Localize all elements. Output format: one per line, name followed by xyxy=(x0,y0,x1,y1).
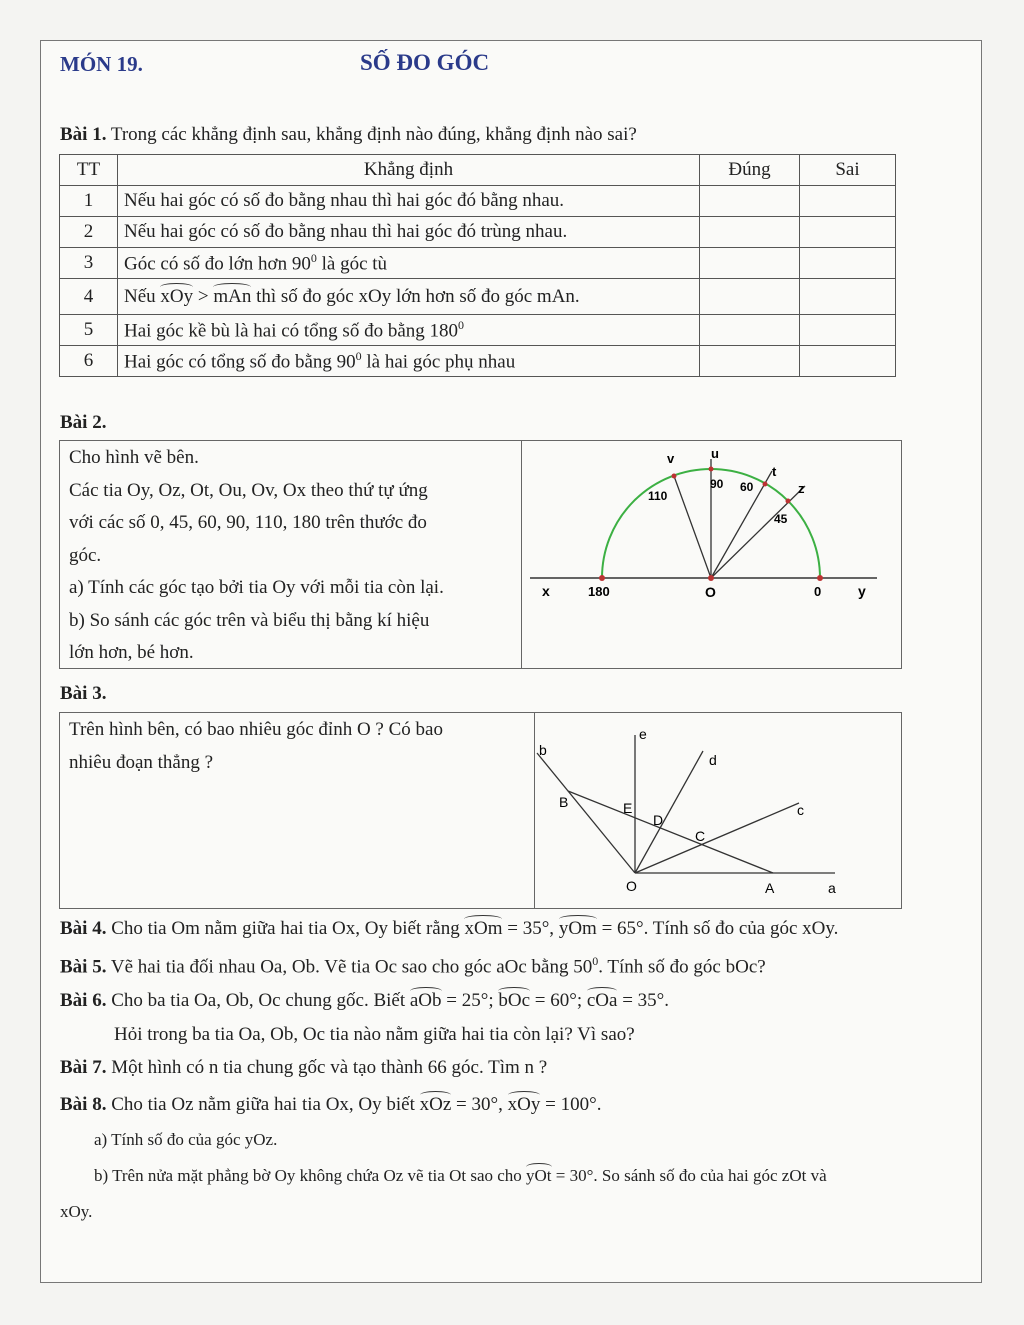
label-90: 90 xyxy=(710,477,724,491)
bai3-text-box xyxy=(59,712,535,909)
point-180 xyxy=(599,575,605,581)
table-row xyxy=(60,186,896,217)
bai7: Bài 7. Một hình có n tia chung gốc và tạo thành 66 góc. Tìm n ? xyxy=(60,1057,548,1078)
label-E: E xyxy=(623,800,633,816)
row-number: 2 xyxy=(60,217,118,248)
label-a: a xyxy=(828,880,836,896)
header-true: Đúng xyxy=(700,155,800,186)
point-v xyxy=(672,474,677,479)
label-A: A xyxy=(765,880,775,896)
table-header-row xyxy=(60,155,896,186)
lesson-number: MÓN 19. xyxy=(60,52,143,76)
label-t: t xyxy=(772,464,777,479)
bai3-line: Trên hình bên, có bao nhiêu góc đỉnh O ? Có bao xyxy=(69,719,443,740)
table-row xyxy=(60,217,896,248)
false-cell[interactable] xyxy=(800,279,896,315)
label-v: v xyxy=(667,451,675,466)
bai8-label: Bài 8. xyxy=(60,1094,107,1115)
bai2-line: với các số 0, 45, 60, 90, 110, 180 trên thước đo xyxy=(69,512,427,533)
bai8-part-b-cont: xOy. xyxy=(60,1202,93,1221)
bai4-label: Bài 4. xyxy=(60,918,107,939)
table-row xyxy=(60,248,896,279)
table-row xyxy=(60,315,896,346)
label-c: c xyxy=(797,802,804,818)
bai6-line2: Hỏi trong ba tia Oa, Ob, Oc tia nào nằm giữa hai tia còn lại? Vì sao? xyxy=(114,1024,635,1045)
false-cell[interactable] xyxy=(800,186,896,217)
row-number: 4 xyxy=(60,279,118,315)
header-statement: Khẳng định xyxy=(118,155,700,186)
label-u: u xyxy=(711,446,719,461)
label-110: 110 xyxy=(648,489,668,503)
point-u xyxy=(709,467,714,472)
bai3-label: Bài 3. xyxy=(60,683,107,704)
true-cell[interactable] xyxy=(700,346,800,377)
bai1-question-text: Trong các khẳng định sau, khẳng định nào đúng, khẳng định nào sai? xyxy=(110,124,637,145)
point-0 xyxy=(817,575,823,581)
true-cell[interactable] xyxy=(700,315,800,346)
row-number: 5 xyxy=(60,315,118,346)
bai2-line: a) Tính các góc tạo bởi tia Oy với mỗi tia còn lại. xyxy=(69,577,444,598)
bai2-line: b) So sánh các góc trên và biểu thị bằng kí hiệu xyxy=(69,609,430,631)
protractor-figure xyxy=(522,441,901,668)
bai2-line: góc. xyxy=(69,544,102,566)
bai4: Bài 4. Cho tia Om nằm giữa hai tia Ox, Oy biết rằng xOm = 35°, yOm = 65°. Tính số đo của góc xOy. xyxy=(60,918,839,939)
bai2-line: lớn hơn, bé hơn. xyxy=(69,642,194,663)
label-d: d xyxy=(709,752,717,768)
bai7-label: Bài 7. xyxy=(60,1057,107,1078)
bai1-table xyxy=(59,154,896,377)
label-C: C xyxy=(695,828,706,844)
label-0: 0 xyxy=(814,584,822,599)
false-cell[interactable] xyxy=(800,248,896,279)
bai2-figure-box xyxy=(521,440,902,669)
bai6: Bài 6. Cho ba tia Oa, Ob, Oc chung gốc. Biết aOb = 25°; bOc = 60°; cOa = 35°. xyxy=(60,990,670,1011)
true-cell[interactable] xyxy=(700,217,800,248)
false-cell[interactable] xyxy=(800,217,896,248)
label-y: y xyxy=(858,583,866,599)
bai8-part-a: a) Tính số đo của góc yOz. xyxy=(94,1130,278,1149)
row-statement: Hai góc kề bù là hai có tổng số đo bằng $180^0$ xyxy=(118,315,700,346)
row-number: 3 xyxy=(60,248,118,279)
point-t xyxy=(763,482,768,487)
row-number: 6 xyxy=(60,346,118,377)
table-row xyxy=(60,279,896,315)
bai6-label: Bài 6. xyxy=(60,990,107,1011)
true-cell[interactable] xyxy=(700,279,800,315)
bai1-question xyxy=(60,124,637,146)
true-cell[interactable] xyxy=(700,186,800,217)
false-cell[interactable] xyxy=(800,315,896,346)
bai8: Bài 8. Cho tia Oz nằm giữa hai tia Ox, Oy biết xOz = 30°, xOy = 100°. xyxy=(60,1094,602,1115)
ray-od xyxy=(635,751,706,873)
bai2-line: Các tia Oy, Oz, Ot, Ou, Ov, Ox theo thứ tự ứng xyxy=(69,479,428,501)
bai1-label: Bài 1. xyxy=(60,124,107,145)
page-title: SỐ ĐO GÓC xyxy=(360,50,490,75)
table-row xyxy=(60,346,896,377)
ray-oz xyxy=(711,486,805,578)
true-cell[interactable] xyxy=(700,248,800,279)
row-statement: Nếu hai góc có số đo bằng nhau thì hai góc đó trùng nhau. xyxy=(118,217,700,248)
lines-figure xyxy=(535,713,901,908)
label-O: O xyxy=(626,878,637,894)
label-x: x xyxy=(542,583,550,599)
ray-ov xyxy=(674,476,711,578)
segment-ba xyxy=(568,791,773,873)
bai2-label: Bài 2. xyxy=(60,412,107,433)
row-statement: Nếu xOy > mAn thì số đo góc xOy lớn hơn số đo góc mAn. xyxy=(118,279,700,315)
bai8-part-b: b) Trên nửa mặt phẳng bờ Oy không chứa Oz vẽ tia Ot sao cho yOt = 30°. So sánh số đo của hai góc zOt và xyxy=(94,1166,827,1185)
label-180: 180 xyxy=(588,584,610,599)
bai5: Bài 5. Vẽ hai tia đối nhau Oa, Ob. Vẽ tia Oc sao cho góc aOc bằng $50^0$. Tính số đo góc bOc? xyxy=(60,954,766,978)
bai5-label: Bài 5. xyxy=(60,956,107,978)
bai3-line: nhiêu đoạn thẳng ? xyxy=(69,751,214,773)
row-number: 1 xyxy=(60,186,118,217)
label-z: z xyxy=(798,481,805,496)
label-45: 45 xyxy=(774,512,788,526)
point-z xyxy=(786,499,791,504)
header-tt: TT xyxy=(60,155,118,186)
label-b: b xyxy=(539,742,547,758)
label-D: D xyxy=(653,812,664,828)
header-false: Sai xyxy=(800,155,896,186)
bai2-line: Cho hình vẽ bên. xyxy=(69,447,199,468)
row-statement: Hai góc có tổng số đo bằng $90^0$ là hai góc phụ nhau xyxy=(118,346,700,377)
bai2-text-box xyxy=(59,440,522,669)
label-60: 60 xyxy=(740,480,754,494)
label-B: B xyxy=(559,794,569,810)
false-cell[interactable] xyxy=(800,346,896,377)
label-e: e xyxy=(639,726,647,742)
label-o: O xyxy=(705,584,716,600)
point-o xyxy=(708,575,714,581)
row-statement: Nếu hai góc có số đo bằng nhau thì hai góc đó bằng nhau. xyxy=(118,186,700,217)
bai3-figure-box xyxy=(534,712,902,909)
ray-ob xyxy=(537,753,635,873)
row-statement: Góc có số đo lớn hơn $90^0$ là góc tù xyxy=(118,248,700,279)
